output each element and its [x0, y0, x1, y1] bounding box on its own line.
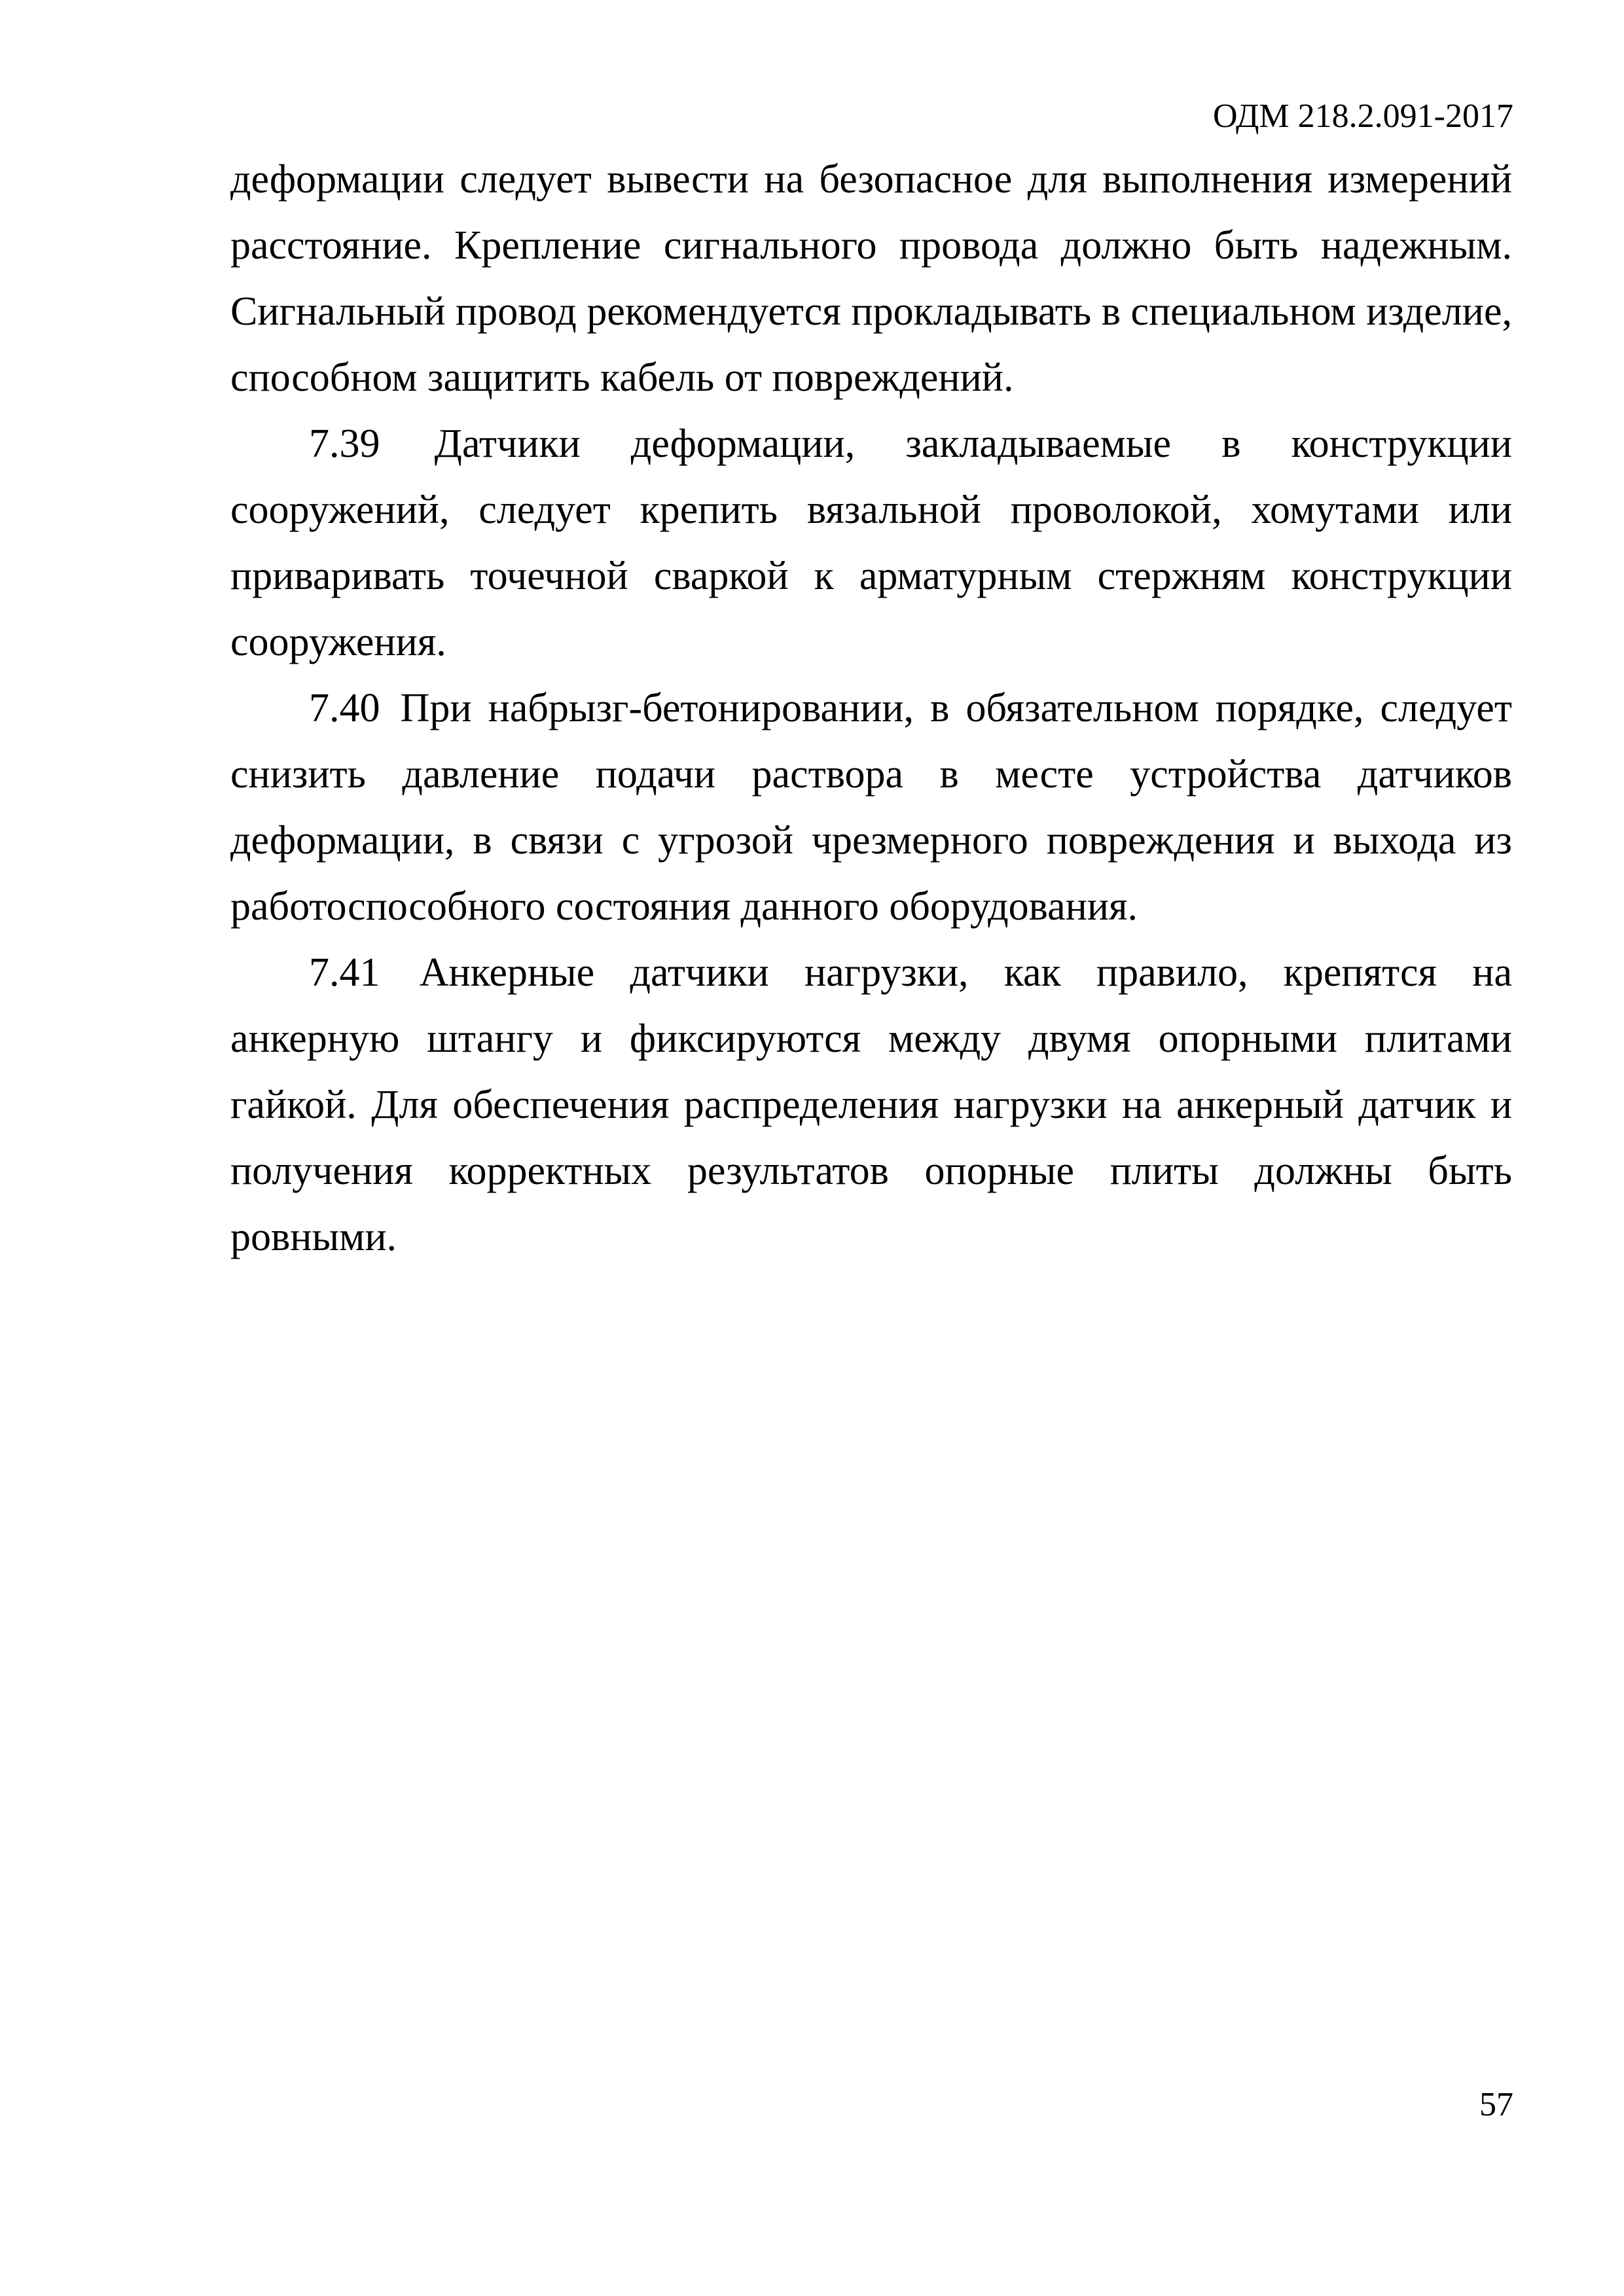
- paragraph-7-39: [230, 411, 1512, 675]
- document-code: ОДМ 218.2.091-2017: [1213, 98, 1513, 135]
- clause-number: 7.40: [309, 686, 380, 730]
- paragraph-7-40: [230, 675, 1512, 940]
- paragraph-continuation: [230, 147, 1512, 411]
- paragraph-text: Датчики деформации, закладываемые в конструкции сооружений, следует крепить вязальной проволокой, хомутами или приваривать точечной сваркой к арматурным стержням конструкции сооружения.: [230, 422, 1512, 664]
- paragraph-7-41: [230, 940, 1512, 1270]
- page-number: 57: [1479, 2086, 1513, 2123]
- document-body: [230, 147, 1512, 1270]
- clause-number: 7.39: [309, 422, 380, 466]
- paragraph-text: деформации следует вывести на безопасное для выполнения измерений расстояние. Крепление сигнального провода должно быть надежным. Сигнальный провод рекомендуется прокладывать в специальном изделие, способном защитить кабель от повреждений.: [230, 157, 1512, 400]
- clause-number: 7.41: [309, 950, 380, 995]
- paragraph-text: При набрызг-бетонировании, в обязательном порядке, следует снизить давление подачи раствора в месте устройства датчиков деформации, в связи с угрозой чрезмерного повреждения и выхода из работоспособного состояния данного оборудования.: [230, 686, 1513, 929]
- paragraph-text: Анкерные датчики нагрузки, как правило, крепятся на анкерную штангу и фиксируются между двумя опорными плитами гайкой. Для обеспечения распределения нагрузки на анкерный датчик и получения корректных результатов опорные плиты должны быть ровными.: [230, 950, 1512, 1259]
